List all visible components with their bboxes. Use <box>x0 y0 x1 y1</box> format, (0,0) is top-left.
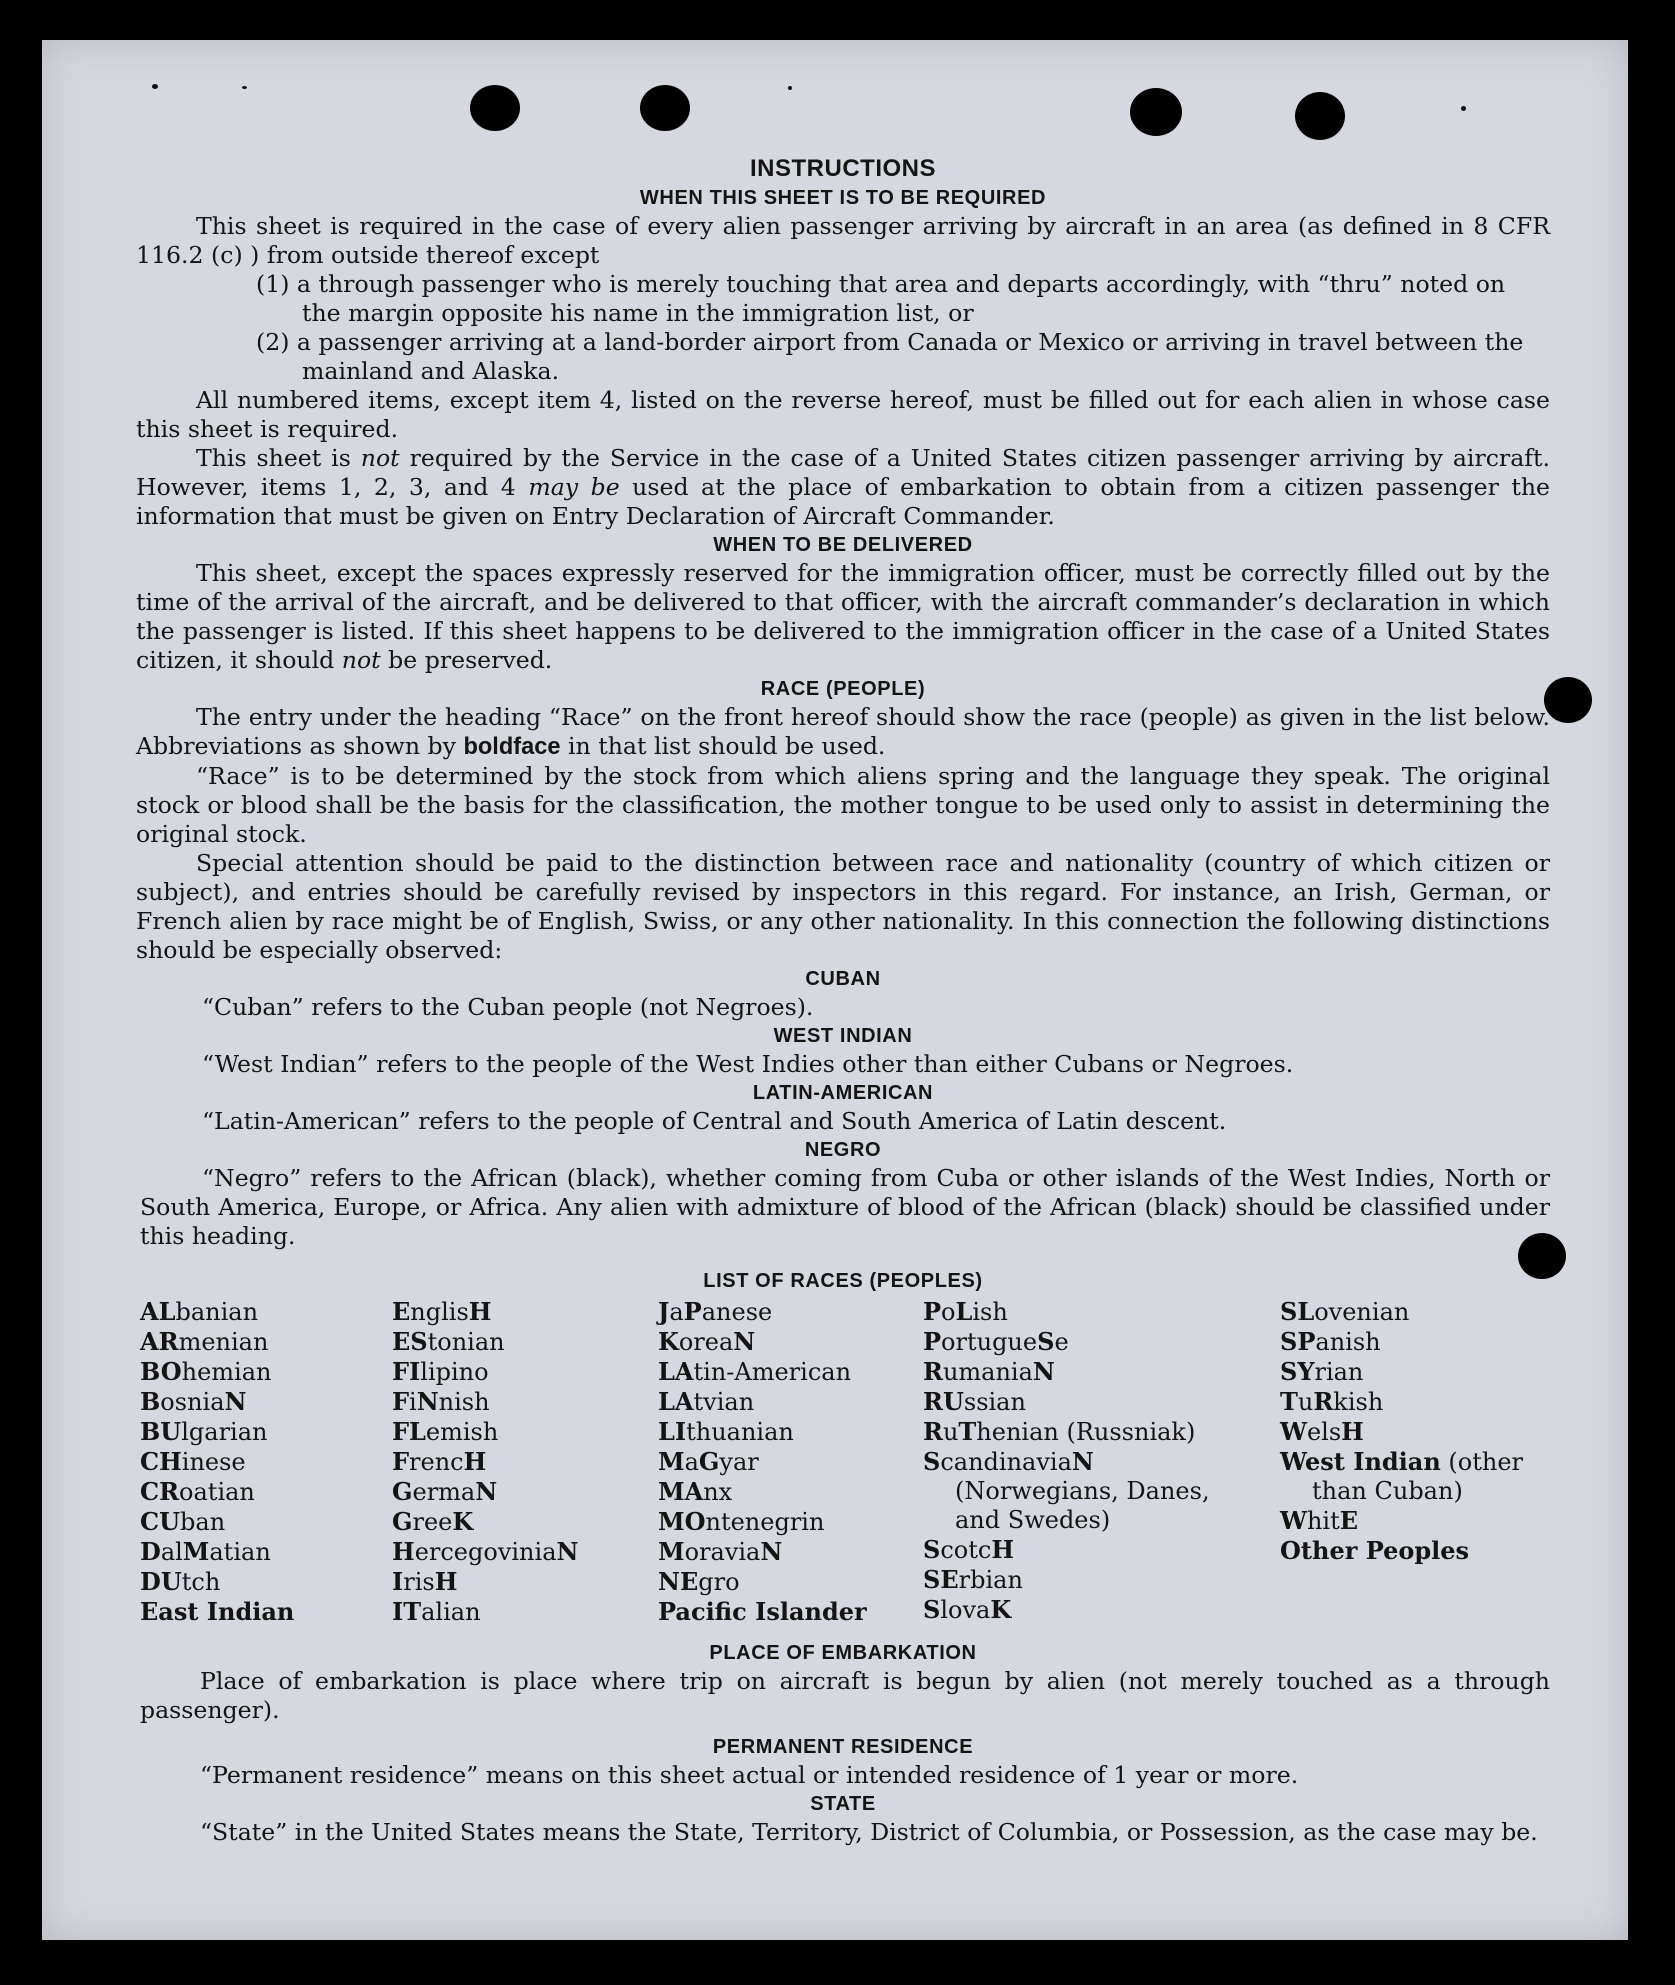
punch-hole <box>1544 677 1592 723</box>
definition-permanent-residence: “Permanent residence” means on this sheet actual or intended residence of 1 year or more. <box>200 1761 1299 1789</box>
paragraph: This sheet, except the spaces expressly reserved for the immigration officer, must be correctly filled out by the time of the arrival of the aircraft, and be delivered to that officer, with the aircraft commander’s declaration in which the passenger is listed. If this sheet happens to be delivered to the immigration officer in the case of a United States citizen, it should not be preserved. <box>136 559 1550 674</box>
race-entry: EStonian <box>392 1327 505 1356</box>
section-heading-embarkation: PLACE OF EMBARKATION <box>709 1642 977 1664</box>
races-column-1 <box>140 1297 370 1627</box>
race-entry: FrencH <box>392 1447 487 1476</box>
race-entry: DalMatian <box>140 1537 271 1566</box>
ink-speck <box>788 86 792 90</box>
exception-item-1: (1) a through passenger who is merely touching that area and departs accordingly, with “thru” noted on the margin opposite his name in the immigration list, or <box>256 270 1506 327</box>
race-entry: MoraviaN <box>658 1537 783 1566</box>
race-entry: BosniaN <box>140 1387 247 1416</box>
race-entry: SlovaK <box>923 1595 1012 1624</box>
race-entry: WhitE <box>1280 1506 1359 1535</box>
race-entry: East Indian <box>140 1597 295 1626</box>
race-entry: JaPanese <box>658 1297 773 1326</box>
ink-speck <box>152 84 158 89</box>
race-entry: ARmenian <box>140 1327 269 1356</box>
race-entry: BOhemian <box>140 1357 272 1386</box>
race-entry: ScotcH <box>923 1535 1015 1564</box>
race-entry: CUban <box>140 1507 226 1536</box>
section-heading-negro: NEGRO <box>804 1139 882 1161</box>
section-heading-list-of-races: LIST OF RACES (PEOPLES) <box>703 1270 983 1292</box>
race-entry: CHinese <box>140 1447 246 1476</box>
race-entry: Pacific Islander <box>658 1597 867 1626</box>
races-column-2 <box>392 1297 622 1627</box>
race-entry: RuThenian (Russniak) <box>923 1417 1196 1446</box>
race-entry: HercegoviniaN <box>392 1537 579 1566</box>
race-entry: West Indian (other than Cuban) <box>1280 1447 1524 1505</box>
definition-embarkation: Place of embarkation is place where trip on aircraft is begun by alien (not merely touched as a through passenger). <box>140 1667 1550 1724</box>
definition-west-indian: “West Indian” refers to the people of the West Indies other than either Cubans or Negroes. <box>202 1050 1294 1078</box>
race-entry: ITalian <box>392 1597 481 1626</box>
paragraph: This sheet is required in the case of every alien passenger arriving by aircraft in an area (as defined in 8 CFR 116.2 (c) ) from outside thereof except <box>136 212 1550 269</box>
definition-latin-american: “Latin-American” refers to the people of Central and South America of Latin descent. <box>202 1107 1227 1135</box>
races-column-3 <box>658 1297 908 1627</box>
race-entry: FiNnish <box>392 1387 490 1416</box>
section-heading-cuban: CUBAN <box>805 968 881 990</box>
race-entry: LIthuanian <box>658 1417 794 1446</box>
race-entry: RumaniaN <box>923 1357 1055 1386</box>
race-entry: GreeK <box>392 1507 474 1536</box>
race-entry: EnglisH <box>392 1297 492 1326</box>
race-entry: RUssian <box>923 1387 1026 1416</box>
section-heading-race: RACE (PEOPLE) <box>760 678 926 700</box>
race-entry: SErbian <box>923 1565 1023 1594</box>
race-entry: MOntenegrin <box>658 1507 825 1536</box>
ink-speck <box>1461 106 1466 111</box>
races-column-4 <box>923 1297 1223 1625</box>
race-entry: DUtch <box>140 1567 221 1596</box>
paragraph: “Race” is to be determined by the stock from which aliens spring and the language they speak. The original stock or blood shall be the basis for the classification, the mother tongue to be used only to assist in determining the original stock. <box>136 762 1550 848</box>
section-heading-delivery: WHEN TO BE DELIVERED <box>713 534 973 556</box>
race-entry: LAtvian <box>658 1387 755 1416</box>
race-entry: BUlgarian <box>140 1417 268 1446</box>
paragraph: This sheet is not required by the Service in the case of a United States citizen passenger arriving by aircraft. However, items 1, 2, 3, and 4 may be used at the place of embarkation to obtain from a citizen passenger the information that must be given on Entry Declaration of Aircraft Commander. <box>136 444 1551 530</box>
paragraph: All numbered items, except item 4, listed on the reverse hereof, must be filled out for each alien in whose case this sheet is required. <box>136 386 1550 443</box>
race-entry: TuRkish <box>1280 1387 1384 1416</box>
race-entry: Other Peoples <box>1280 1536 1470 1565</box>
page-title: INSTRUCTIONS <box>750 155 936 182</box>
race-entry: ALbanian <box>140 1297 259 1326</box>
section-heading-state: STATE <box>810 1793 876 1815</box>
race-entry: NEgro <box>658 1567 740 1596</box>
race-entry: GermaN <box>392 1477 498 1506</box>
race-entry: PoLish <box>923 1297 1008 1326</box>
section-heading-when-required: WHEN THIS SHEET IS TO BE REQUIRED <box>639 187 1047 209</box>
paragraph: Special attention should be paid to the distinction between race and nationality (country of which citizen or subject), and entries should be carefully revised by inspectors in this regard. For instance, an Irish, German, or French alien by race might be of English, Swiss, or any other nationality. In this connection the following distinctions should be especially observed: <box>136 849 1550 964</box>
instructions-text <box>136 113 1550 1847</box>
race-entry: MaGyar <box>658 1447 759 1476</box>
definition-cuban: “Cuban” refers to the Cuban people (not Negroes). <box>202 993 814 1021</box>
race-entry: SPanish <box>1280 1327 1381 1356</box>
paragraph: The entry under the heading “Race” on the front hereof should show the race (people) as given in the list below. Abbreviations as shown by boldface in that list should be used. <box>136 703 1550 760</box>
race-entry: FIlipino <box>392 1357 489 1386</box>
definition-negro: “Negro” refers to the African (black), whether coming from Cuba or other islands of the West Indies, North or South America, Europe, or Africa. Any alien with admixture of blood of the African (black) should be classified under this heading. <box>140 1164 1550 1250</box>
definition-state: “State” in the United States means the State, Territory, District of Columbia, or Possession, as the case may be. <box>200 1818 1538 1846</box>
section-heading-permanent-residence: PERMANENT RESIDENCE <box>712 1736 974 1758</box>
exception-item-2: (2) a passenger arriving at a land-border airport from Canada or Mexico or arriving in travel between the mainland and Alaska. <box>256 328 1524 385</box>
race-entry: CRoatian <box>140 1477 255 1506</box>
races-column-5 <box>1280 1297 1550 1566</box>
ink-speck <box>242 86 247 89</box>
race-entry: IrisH <box>392 1567 458 1596</box>
race-entry: ScandinaviaN (Norwegians, Danes, and Swedes) <box>923 1447 1210 1534</box>
race-entry: SLovenian <box>1280 1297 1410 1326</box>
races-list <box>136 1297 1550 1639</box>
race-entry: FLemish <box>392 1417 499 1446</box>
document-page <box>42 40 1628 1940</box>
race-entry: SYrian <box>1280 1357 1364 1386</box>
race-entry: LAtin-American <box>658 1357 852 1386</box>
race-entry: KoreaN <box>658 1327 756 1356</box>
race-entry: MAnx <box>658 1477 733 1506</box>
race-entry: WelsH <box>1280 1417 1364 1446</box>
section-heading-latin-american: LATIN-AMERICAN <box>752 1082 934 1104</box>
race-entry: PortugueSe <box>923 1327 1069 1356</box>
section-heading-west-indian: WEST INDIAN <box>773 1025 913 1047</box>
